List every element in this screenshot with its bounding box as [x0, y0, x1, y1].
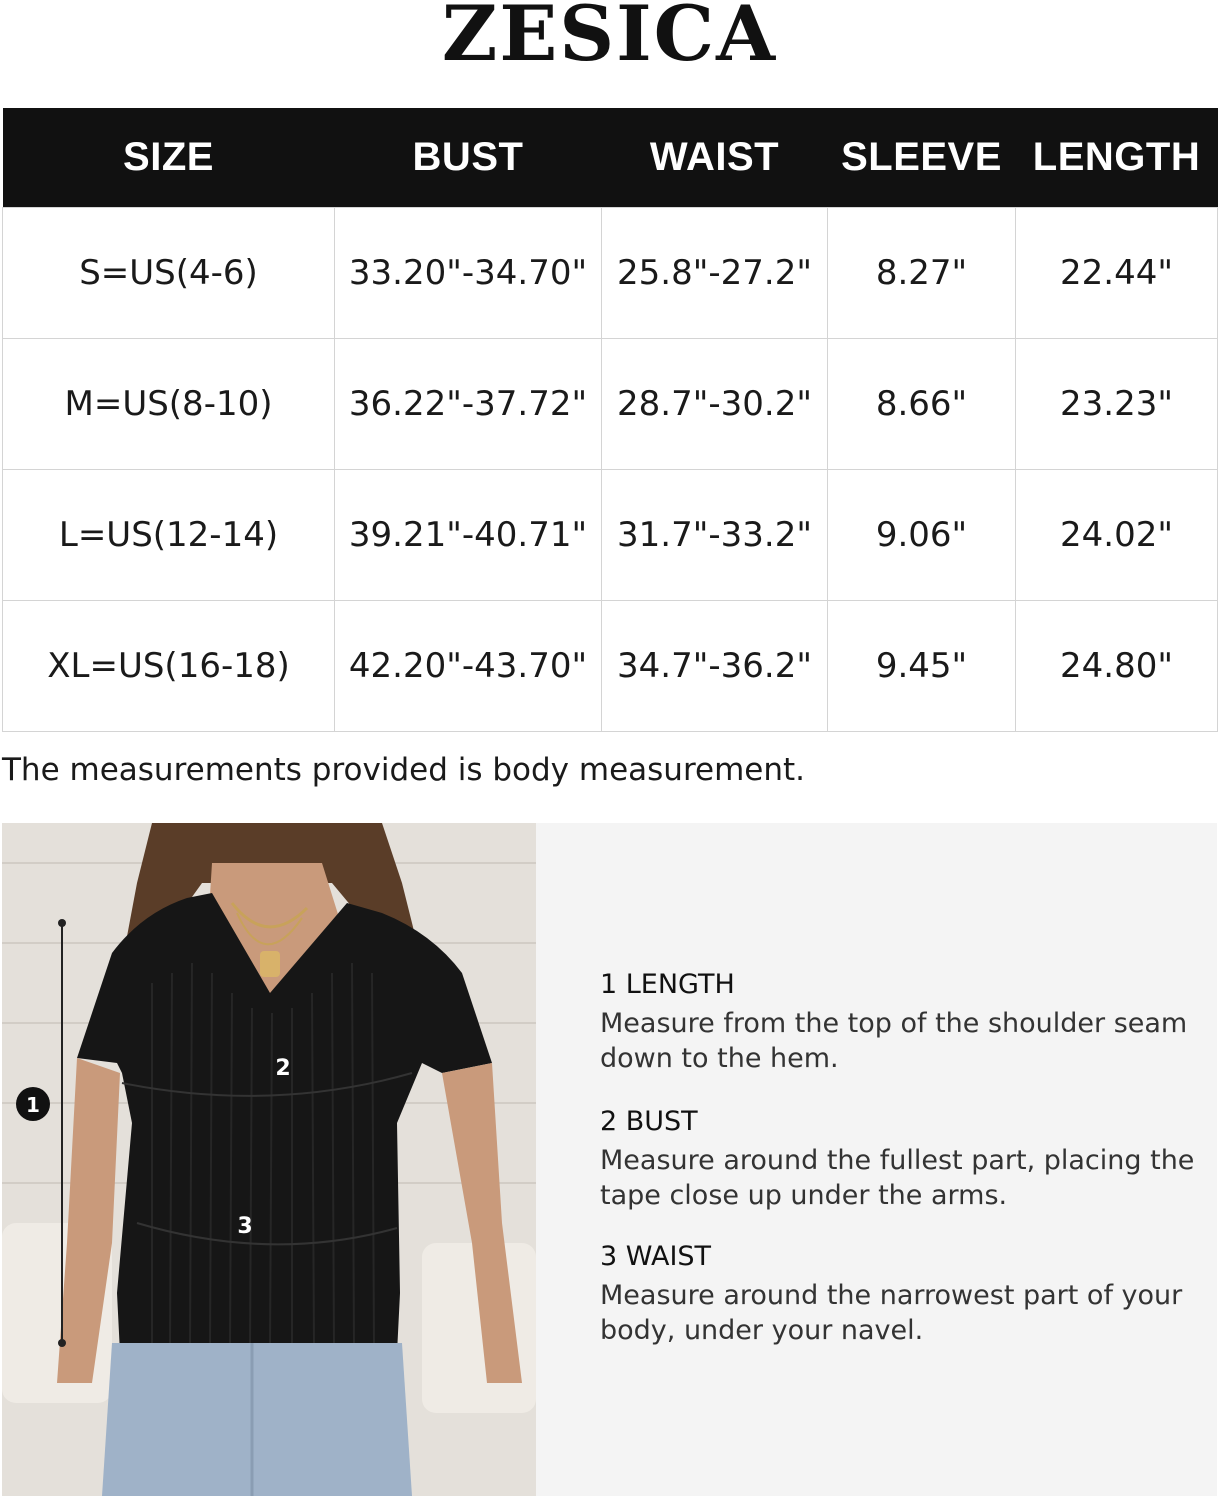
table-row [3, 207, 1218, 338]
guide-waist-title: 3 WAIST [600, 1241, 712, 1272]
cell-sleeve: 8.66" [828, 338, 1016, 469]
header-waist: WAIST [649, 134, 780, 179]
header-sleeve: SLEEVE [841, 134, 1002, 179]
cell-sleeve: 8.27" [828, 207, 1016, 338]
cell-length: 23.23" [1016, 338, 1218, 469]
table-row [3, 469, 1218, 600]
marker-3-label: 3 [237, 1214, 253, 1239]
cell-waist: 31.7"-33.2" [602, 469, 828, 600]
cell-size: S=US(4-6) [3, 207, 335, 338]
cell-waist: 28.7"-30.2" [602, 338, 828, 469]
cell-bust: 42.20"-43.70" [335, 600, 602, 731]
measurement-note: The measurements provided is body measurement. [2, 752, 806, 788]
size-chart-table [2, 108, 1218, 732]
guide-waist [600, 1240, 1200, 1348]
table-row [3, 600, 1218, 731]
guide-length-desc: Measure from the top of the shoulder seam down to the hem. [600, 1008, 1188, 1074]
measurement-guide [536, 823, 1217, 1496]
cell-bust: 33.20"-34.70" [335, 207, 602, 338]
cell-waist: 25.8"-27.2" [602, 207, 828, 338]
guide-length-title: 1 LENGTH [600, 969, 735, 1000]
cell-size: L=US(12-14) [3, 469, 335, 600]
guide-bust-desc: Measure around the fullest part, placing the tape close up under the arms. [600, 1145, 1195, 1211]
header-size: SIZE [123, 134, 214, 179]
cell-bust: 36.22"-37.72" [335, 338, 602, 469]
header-length: LENGTH [1032, 134, 1201, 179]
cell-sleeve: 9.06" [828, 469, 1016, 600]
marker-2-label: 2 [275, 1056, 291, 1081]
cell-size: M=US(8-10) [3, 338, 335, 469]
guide-waist-desc: Measure around the narrowest part of your body, under your navel. [600, 1280, 1183, 1346]
marker-1-label: 1 [26, 1093, 40, 1117]
cell-sleeve: 9.45" [828, 600, 1016, 731]
model-photo [2, 823, 536, 1496]
table-header-row [3, 108, 1218, 207]
model-illustration [2, 823, 536, 1496]
cell-length: 24.02" [1016, 469, 1218, 600]
table-row [3, 338, 1218, 469]
guide-bust-title: 2 BUST [600, 1106, 698, 1137]
cell-size: XL=US(16-18) [3, 600, 335, 731]
guide-length [600, 968, 1200, 1076]
cell-length: 22.44" [1016, 207, 1218, 338]
cell-waist: 34.7"-36.2" [602, 600, 828, 731]
brand-logo: ZESICA [441, 0, 778, 78]
cell-length: 24.80" [1016, 600, 1218, 731]
guide-bust [600, 1105, 1200, 1213]
cell-bust: 39.21"-40.71" [335, 469, 602, 600]
header-bust: BUST [412, 134, 524, 179]
